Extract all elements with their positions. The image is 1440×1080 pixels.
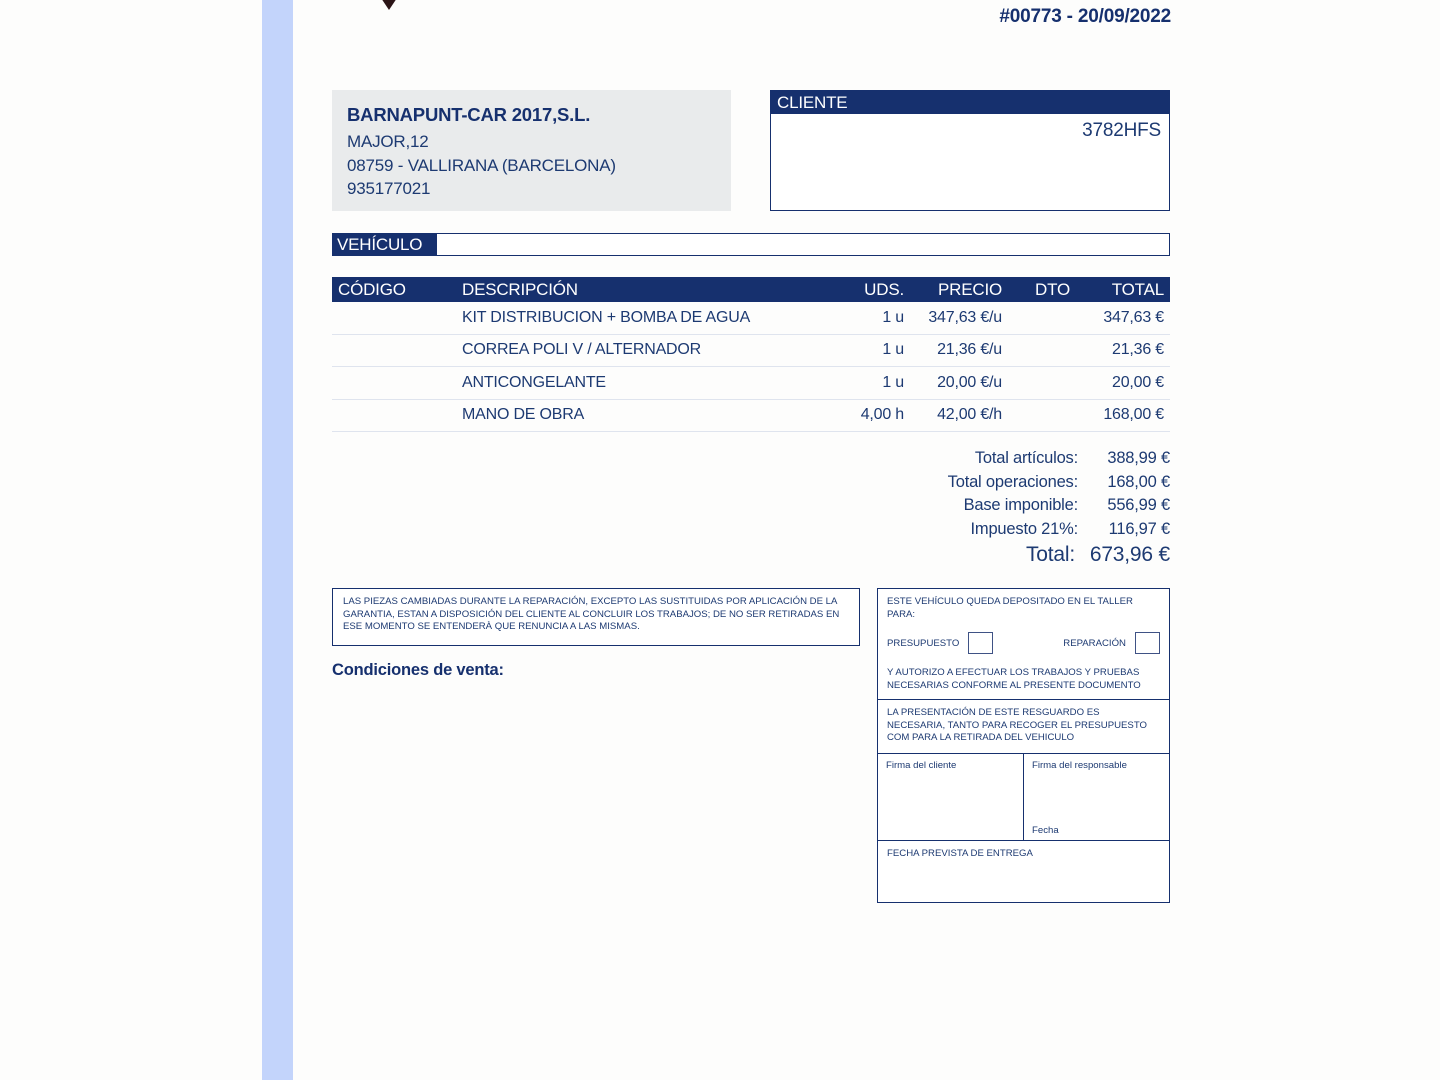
reparacion-checkbox[interactable] (1135, 632, 1160, 654)
totals-row-impuesto (870, 520, 1170, 544)
cell-uds: 1 u (830, 334, 910, 367)
column-header-codigo: CÓDIGO (332, 277, 456, 302)
presupuesto-checkbox[interactable] (968, 632, 993, 654)
totals-value-operaciones: 168,00 € (1107, 472, 1170, 491)
responsible-signature-cell[interactable] (1023, 754, 1169, 840)
items-header-row (332, 277, 1170, 302)
cell-dto (1008, 399, 1076, 432)
column-header-total: TOTAL (1076, 277, 1170, 302)
vehicle-label: VEHÍCULO (332, 233, 437, 256)
company-name: BARNAPUNT-CAR 2017,S.L. (347, 104, 591, 125)
client-signature-cell[interactable] (878, 754, 1023, 840)
table-row (332, 367, 1170, 400)
delivery-date-label: FECHA PREVISTA DE ENTREGA (887, 847, 1033, 859)
column-header-uds: UDS. (830, 277, 910, 302)
items-table (332, 277, 1170, 432)
cell-uds: 1 u (830, 367, 910, 400)
table-row (332, 399, 1170, 432)
column-header-precio: PRECIO (910, 277, 1008, 302)
sale-conditions-label: Condiciones de venta: (332, 661, 504, 679)
deposit-signature-panel (877, 588, 1170, 903)
client-value: 3782HFS (1082, 120, 1161, 141)
signature-date-label: Fecha (1032, 824, 1059, 836)
company-city: 08759 - VALLIRANA (BARCELONA) (347, 155, 616, 175)
chevron-down-icon (373, 0, 405, 10)
cell-precio: 20,00 €/u (910, 367, 1008, 400)
cell-precio: 21,36 €/u (910, 334, 1008, 367)
totals-value-total: 673,96 € (1089, 543, 1170, 566)
totals-row-articulos (870, 449, 1170, 473)
totals-summary (870, 449, 1170, 573)
deposit-checkbox-row (887, 632, 1160, 654)
company-info-box (332, 90, 731, 211)
vehicle-row (332, 233, 1170, 256)
cell-precio: 347,63 €/u (910, 302, 1008, 334)
totals-label-total: Total: (1026, 543, 1075, 566)
deposit-top-section (878, 589, 1169, 699)
client-signature-label: Firma del cliente (886, 759, 957, 771)
totals-row-operaciones (870, 473, 1170, 497)
deposit-authorization-text: Y AUTORIZO A EFECTUAR LOS TRABAJOS Y PRUEBAS NECESARIAS CONFORME AL PRESENTE DOCUMENTO (887, 667, 1141, 691)
cell-precio: 42,00 €/h (910, 399, 1008, 432)
signature-row (878, 753, 1169, 840)
cell-total: 168,00 € (1076, 399, 1170, 432)
responsible-signature-label: Firma del responsable (1032, 759, 1127, 771)
cell-total: 347,63 € (1076, 302, 1170, 334)
table-row (332, 334, 1170, 367)
warranty-notice-box: LAS PIEZAS CAMBIADAS DURANTE LA REPARACIÓN, EXCEPTO LAS SUSTITUIDAS POR APLICACIÓN DE LA GARANTIA, ESTAN A DISPOSICIÓN DEL CLIENTE AL CONCLUIR LOS TRABAJOS; DE NO SER RETIRADAS EN ESE MOMENTO SE ENTENDERÀ QUE RENUNCIA A LAS MISMAS. (332, 588, 860, 646)
cell-dto (1008, 302, 1076, 334)
cell-codigo (332, 334, 456, 367)
client-header-label: CLIENTE (771, 91, 1169, 114)
totals-label-operaciones: Total operaciones: (947, 472, 1078, 491)
left-blue-strip (262, 0, 293, 1080)
deposit-notice-text: LA PRESENTACIÓN DE ESTE RESGUARDO ES NECESARIA, TANTO PARA RECOGER EL PRESUPUESTO COM PARA LA RETIRADA DEL VEHICULO (887, 707, 1147, 743)
presupuesto-label: PRESUPUESTO (887, 637, 960, 649)
totals-label-articulos: Total artículos: (974, 449, 1078, 467)
totals-value-impuesto: 116,97 € (1108, 519, 1170, 538)
column-header-dto: DTO (1008, 277, 1076, 302)
items-table-body (332, 302, 1170, 432)
cell-descripcion: CORREA POLI V / ALTERNADOR (456, 334, 830, 367)
totals-label-base: Base imponible: (963, 496, 1078, 514)
delivery-date-cell[interactable] (878, 840, 1169, 902)
deposit-title: ESTE VEHÍCULO QUEDA DEPOSITADO EN EL TALLER PARA: (887, 596, 1133, 620)
cell-descripcion: MANO DE OBRA (456, 399, 830, 432)
vehicle-value-field[interactable] (437, 233, 1170, 256)
column-header-descripcion: DESCRIPCIÓN (456, 277, 830, 302)
company-address: MAJOR,12 (347, 132, 429, 151)
cell-codigo (332, 302, 456, 334)
totals-label-impuesto: Impuesto 21%: (970, 519, 1078, 538)
client-box (770, 90, 1170, 211)
cell-uds: 1 u (830, 302, 910, 334)
totals-row-base (870, 496, 1170, 520)
table-row (332, 302, 1170, 334)
totals-value-articulos: 388,99 € (1107, 449, 1170, 467)
totals-value-base: 556,99 € (1107, 496, 1170, 514)
cell-total: 20,00 € (1076, 367, 1170, 400)
cell-descripcion: ANTICONGELANTE (456, 367, 830, 400)
document-reference: #00773 - 20/09/2022 (999, 6, 1171, 27)
cell-total: 21,36 € (1076, 334, 1170, 367)
cell-descripcion: KIT DISTRIBUCION + BOMBA DE AGUA (456, 302, 830, 334)
cell-codigo (332, 399, 456, 432)
cell-uds: 4,00 h (830, 399, 910, 432)
cell-dto (1008, 367, 1076, 400)
cell-dto (1008, 334, 1076, 367)
cell-codigo (332, 367, 456, 400)
items-table-header (332, 277, 1170, 302)
company-phone: 935177021 (347, 179, 431, 198)
totals-row-grand-total (870, 543, 1170, 573)
reparacion-label: REPARACIÓN (1063, 637, 1126, 649)
